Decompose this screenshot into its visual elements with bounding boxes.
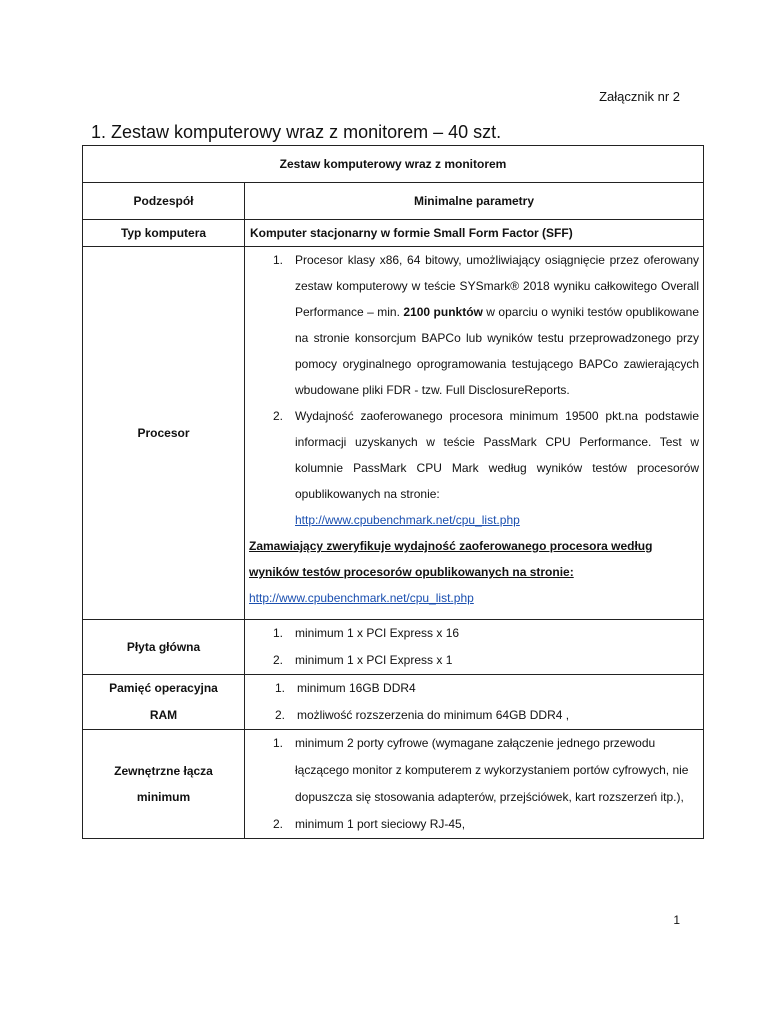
- cpubenchmark-link-note[interactable]: http://www.cpubenchmark.net/cpu_list.php: [249, 591, 474, 605]
- row-value-cpu: [245, 247, 704, 620]
- row-value-type: Komputer stacjonarny w formie Small Form Factor (SFF): [245, 220, 704, 247]
- list-item: [245, 675, 703, 702]
- list-item-text: możliwość rozszerzenia do minimum 64GB DDR4 ,: [297, 708, 570, 722]
- table-caption: Zestaw komputerowy wraz z monitorem: [83, 146, 704, 183]
- cpu-requirements-list: [245, 247, 703, 533]
- list-number: 1.: [273, 736, 284, 750]
- ram-list: [245, 675, 703, 729]
- table-caption-row: [83, 146, 704, 183]
- table-row: [83, 620, 704, 675]
- row-label-type: Typ komputera: [83, 220, 245, 247]
- list-item: [245, 730, 703, 811]
- list-item-text: minimum 2 porty cyfrowe (wymagane załączenie jednego przewodu łączącego monitor z komputerem z wykorzystaniem portów cyfrowych, nie dopuszcza się stosowania adapterów, przejściówek, kart rozszerzeń itp.),: [295, 736, 689, 804]
- section-title: 1. Zestaw komputerowy wraz z monitorem – 40 szt.: [91, 122, 502, 142]
- list-number: 2.: [273, 653, 284, 667]
- list-number: 2.: [273, 817, 284, 831]
- list-item: [245, 811, 703, 838]
- table-row: [83, 247, 704, 620]
- row-value-ports: [245, 730, 704, 839]
- table-row: [83, 730, 704, 839]
- list-item: [245, 702, 703, 729]
- list-number: 1.: [275, 681, 286, 695]
- list-number: 2.: [275, 708, 286, 722]
- verification-note-text: Zamawiający zweryfikuje wydajność zaoferowanego procesora według wyników testów procesorów opublikowanych na stronie:: [249, 539, 653, 579]
- list-item: [245, 403, 703, 533]
- row-value-mobo: [245, 620, 704, 675]
- header-component: Podzespół: [83, 183, 245, 220]
- row-label-cpu: Procesor: [83, 247, 245, 620]
- table-row: [83, 220, 704, 247]
- list-number: 1.: [273, 253, 284, 267]
- row-label-ports: Zewnętrzne łącza minimum: [83, 730, 245, 839]
- cpu-req-text-cont: w oparciu o wyniki testów opublikowane na stronie konsorcjum BAPCo lub wyników testu przeprowadzonego przy pomocy oryginalnego oprogramowania testującego BAPCo zawierających wbudowane pliki FDR - tzw. Full DisclosureReports.: [295, 305, 699, 397]
- list-number: 1.: [273, 626, 284, 640]
- verification-note: [245, 533, 703, 611]
- page-number: 1: [673, 913, 680, 927]
- spec-table: [82, 145, 704, 839]
- row-value-ram: [245, 675, 704, 730]
- attachment-label: Załącznik nr 2: [599, 89, 680, 104]
- table-header-row: [83, 183, 704, 220]
- list-item: [245, 247, 703, 403]
- ports-list: [245, 730, 703, 838]
- row-label-ram: Pamięć operacyjna RAM: [83, 675, 245, 730]
- list-item-text: minimum 1 port sieciowy RJ-45,: [295, 817, 466, 831]
- mobo-list: [245, 620, 703, 674]
- list-item-text: minimum 1 x PCI Express x 16: [295, 626, 460, 640]
- list-item-text: minimum 1 x PCI Express x 1: [295, 653, 453, 667]
- cpu-passmark-text: Wydajność zaoferowanego procesora minimum 19500 pkt.na podstawie informacji uzyskanych w teście PassMark CPU Performance. Test w kolumnie PassMark CPU Mark według wyników testów procesorów opublikowanych na stronie:: [295, 409, 699, 501]
- cpubenchmark-link[interactable]: http://www.cpubenchmark.net/cpu_list.php: [295, 513, 520, 527]
- list-number: 2.: [273, 409, 284, 423]
- cpu-score-min: 2100 punktów: [403, 305, 483, 319]
- list-item-text: minimum 16GB DDR4: [297, 681, 416, 695]
- list-item: [245, 647, 703, 674]
- table-row: [83, 675, 704, 730]
- cpu-req-text: Procesor klasy x86, 64 bitowy, umożliwiający osiągnięcie przez oferowany zestaw komputerowy w teście SYSmark® 2018 wyniku całkowitego Overall Performance – min.: [295, 253, 699, 319]
- row-label-mobo: Płyta główna: [83, 620, 245, 675]
- list-item: [245, 620, 703, 647]
- header-params: Minimalne parametry: [245, 183, 704, 220]
